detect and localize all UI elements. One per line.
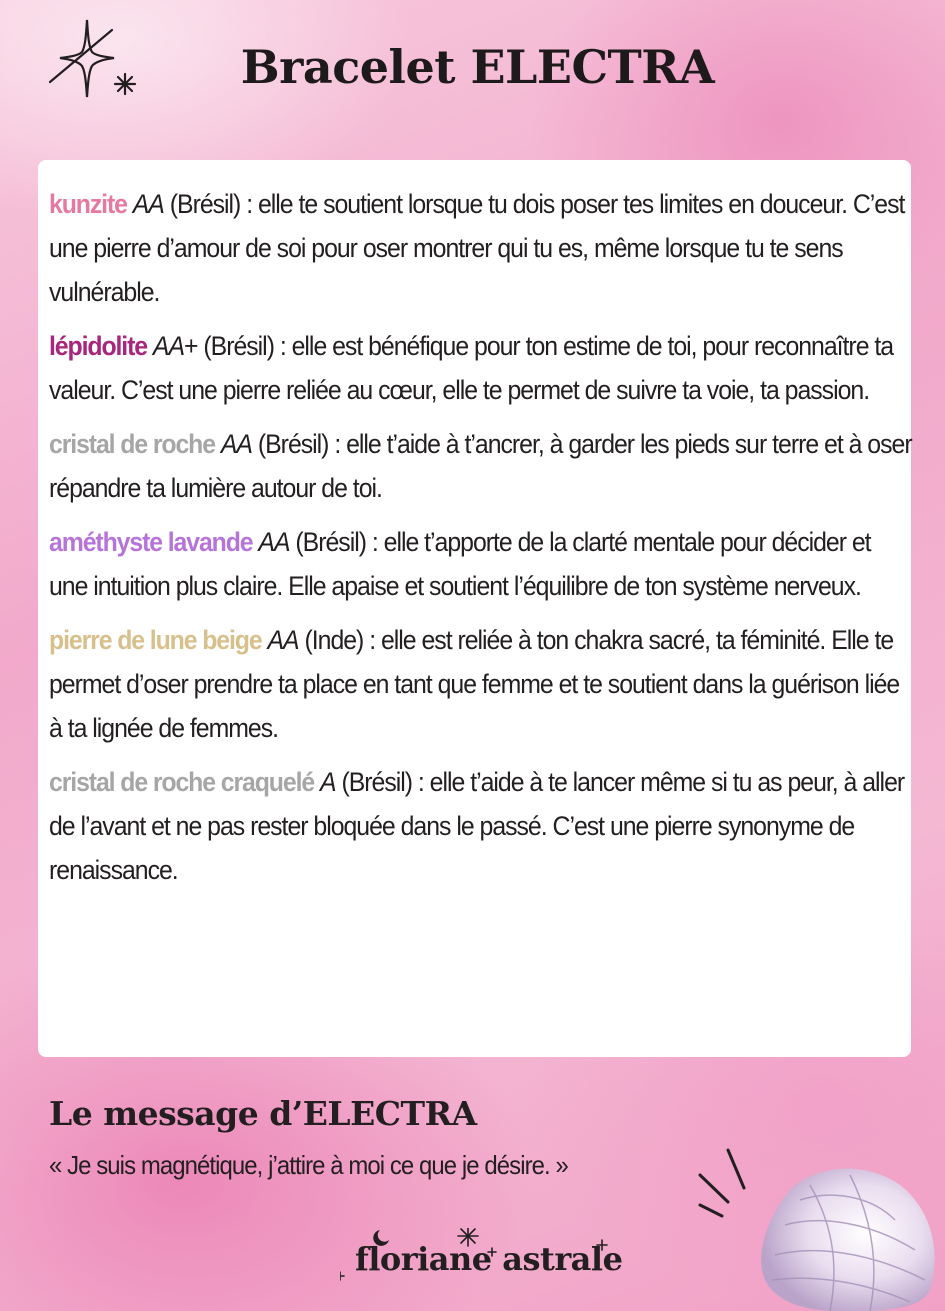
- stone-description: (Brésil) : elle te soutient lorsque tu dois poser tes limites en douceur. C’est une pierre d’amour de soi pour oser montrer qui tu es, même lorsque tu te sens vulnérable.: [49, 189, 905, 307]
- stone-name: pierre de lune beige: [49, 625, 262, 655]
- stone-entry: [49, 520, 914, 608]
- stone-description: (Brésil) : elle t’aide à t’ancrer, à garder les pieds sur terre et à oser répandre ta lumière autour de toi.: [49, 429, 912, 503]
- stone-name: kunzite: [49, 189, 127, 219]
- stone-description: (Brésil) : elle t’apporte de la clarté mentale pour décider et une intuition plus claire. Elle apaise et soutient l’équilibre de ton système nerveux.: [49, 527, 871, 601]
- stone-name: améthyste lavande: [49, 527, 253, 557]
- page-title: Bracelet ELECTRA: [240, 40, 715, 94]
- stone-entry: [49, 324, 914, 412]
- stone-grade: AA: [152, 331, 185, 361]
- stone-grade: AA: [220, 429, 252, 459]
- stone-entry: [49, 618, 914, 750]
- stone-name: lépidolite: [49, 331, 147, 361]
- brand-logo: floriane astrale: [355, 1240, 623, 1278]
- seashell-icon: [680, 1130, 945, 1311]
- stone-description: (Inde) : elle est reliée à ton chakra sacré, ta féminité. Elle te permet d’oser prendre ta place en tant que femme et te soutient dans la guérison liée à ta lignée de femmes.: [49, 625, 900, 743]
- message-title: Le message d’ELECTRA: [49, 1094, 477, 1133]
- stone-entry: [49, 760, 914, 892]
- stone-entry: [49, 422, 914, 510]
- stone-entry: [49, 182, 914, 314]
- stone-grade: AA: [267, 625, 299, 655]
- stone-name: cristal de roche: [49, 429, 215, 459]
- stone-description: (Brésil) : elle t’aide à te lancer même si tu as peur, à aller de l’avant et ne pas rester bloquée dans le passé. C’est une pierre synonyme de renaissance.: [49, 767, 905, 885]
- stone-grade: AA: [258, 527, 290, 557]
- stone-grade: AA: [132, 189, 164, 219]
- stone-description: + (Brésil) : elle est bénéfique pour ton estime de toi, pour reconnaître ta valeur. C’est une pierre reliée au cœur, elle te permet de suivre ta voie, ta passion.: [49, 331, 894, 405]
- stone-grade: A: [319, 767, 336, 797]
- stone-name: cristal de roche craquelé: [49, 767, 315, 797]
- message-text: « Je suis magnétique, j’attire à moi ce que je désire. »: [49, 1150, 568, 1180]
- stones-card: [38, 160, 911, 1057]
